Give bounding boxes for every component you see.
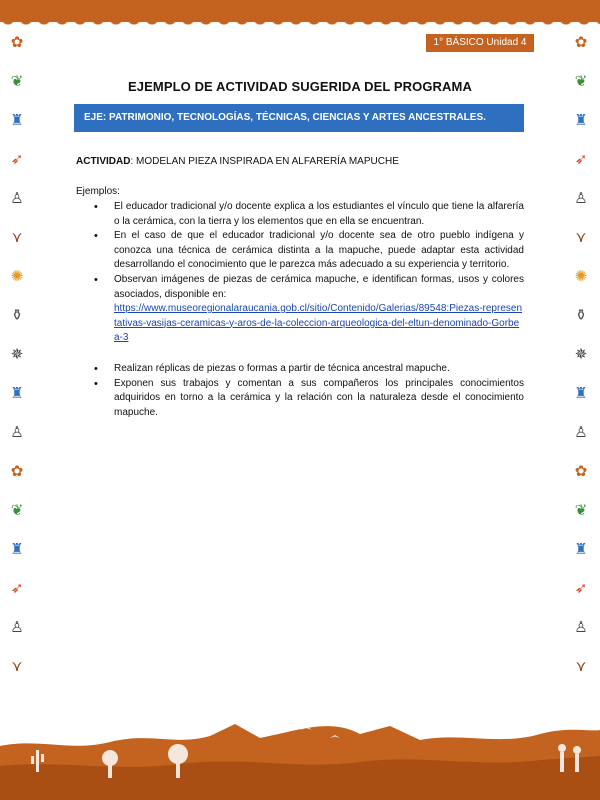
condor-icon: ⋎	[11, 658, 23, 675]
activity-label: ACTIVIDAD	[76, 156, 131, 167]
flower-icon: ✿	[574, 463, 588, 480]
bird-icon: ❦	[574, 73, 588, 90]
right-border-motifs	[568, 30, 594, 720]
bird-icon: ❦	[10, 502, 24, 519]
bird-icon: ❦	[574, 502, 588, 519]
top-decorative-band	[0, 0, 600, 22]
eje-banner: EJE: PATRIMONIO, TECNOLOGÍAS, TÉCNICAS, CIENCIAS Y ARTES ANCESTRALES.	[74, 104, 524, 132]
list-item-text: Observan imágenes de piezas de cerámica mapuche, e identifican formas, usos y colores asociados, disponible en:	[114, 273, 524, 300]
list-item	[76, 229, 524, 273]
figure-icon: ♜	[10, 385, 24, 402]
pot-icon: ⚱	[10, 307, 24, 324]
bottom-landscape-illustration	[0, 716, 600, 800]
list-item-text: El educador tradicional y/o docente explica a los estudiantes el vínculo que tiene la alfarería o la cerámica, con la tierra y los elementos que en ella se encuentran.	[114, 201, 524, 227]
person-icon: ♙	[10, 424, 24, 441]
examples-list	[76, 200, 524, 420]
figure-icon: ♜	[574, 112, 588, 129]
fox-icon: ➶	[10, 580, 24, 597]
list-item-text: Realizan réplicas de piezas o formas a partir de técnica ancestral mapuche.	[114, 362, 450, 374]
fox-icon: ➶	[574, 580, 588, 597]
list-item	[76, 200, 524, 229]
list-item	[76, 362, 524, 377]
figure-icon: ♜	[574, 385, 588, 402]
star-icon: ✵	[574, 346, 588, 363]
figure-icon: ♜	[574, 541, 588, 558]
activity-line	[76, 156, 399, 167]
fox-icon: ➶	[574, 151, 588, 168]
person-icon: ♙	[10, 190, 24, 207]
sun-icon: ✺	[574, 268, 588, 285]
figure-icon: ♜	[10, 112, 24, 129]
star-icon: ✵	[10, 346, 24, 363]
flower-icon: ✿	[574, 34, 588, 51]
grade-tag: 1° BÁSICO Unidad 4	[426, 34, 534, 52]
list-item	[76, 377, 524, 421]
list-item	[76, 273, 524, 346]
pot-icon: ⚱	[574, 307, 588, 324]
person-icon: ♙	[574, 619, 588, 636]
figure-icon: ♜	[10, 541, 24, 558]
flower-icon: ✿	[10, 463, 24, 480]
activity-text: : MODELAN PIEZA INSPIRADA EN ALFARERÍA MAPUCHE	[130, 156, 399, 167]
list-item-text: Exponen sus trabajos y comentan a sus compañeros los principales conocimientos adquiridos en torno a la cerámica y la relación con la naturaleza desde el conocimiento mapuche.	[114, 377, 524, 418]
person-icon: ♙	[574, 190, 588, 207]
fox-icon: ➶	[10, 151, 24, 168]
bird-icon: ❦	[10, 73, 24, 90]
page-title: EJEMPLO DE ACTIVIDAD SUGERIDA DEL PROGRAMA	[128, 79, 472, 94]
person-icon: ♙	[10, 619, 24, 636]
condor-icon: ⋎	[575, 658, 587, 675]
sun-icon: ✺	[10, 268, 24, 285]
list-item-text: En el caso de que el educador tradicional y/o docente sea de otro pueblo indígena y conozca una técnica de cerámica distinta a la mapuche, puede adaptar esta actividad desarrollando el conocimiento que le parezca más adecuado a su experiencia y territorio.	[114, 230, 524, 271]
condor-icon: ⋎	[11, 229, 23, 246]
condor-icon: ⋎	[575, 229, 587, 246]
flower-icon: ✿	[10, 34, 24, 51]
examples-label: Ejemplos:	[76, 186, 120, 197]
person-icon: ♙	[574, 424, 588, 441]
left-border-motifs	[4, 30, 30, 720]
museum-link[interactable]: https://www.museoregionalaraucania.gob.cl/sitio/Contenido/Galerias/89548:Piezas-representativas-vasijas-ceramicas-y-aros-de-la-coleccion-arqueologica-del-eltun-denominado-Gorbea-3	[114, 303, 523, 344]
